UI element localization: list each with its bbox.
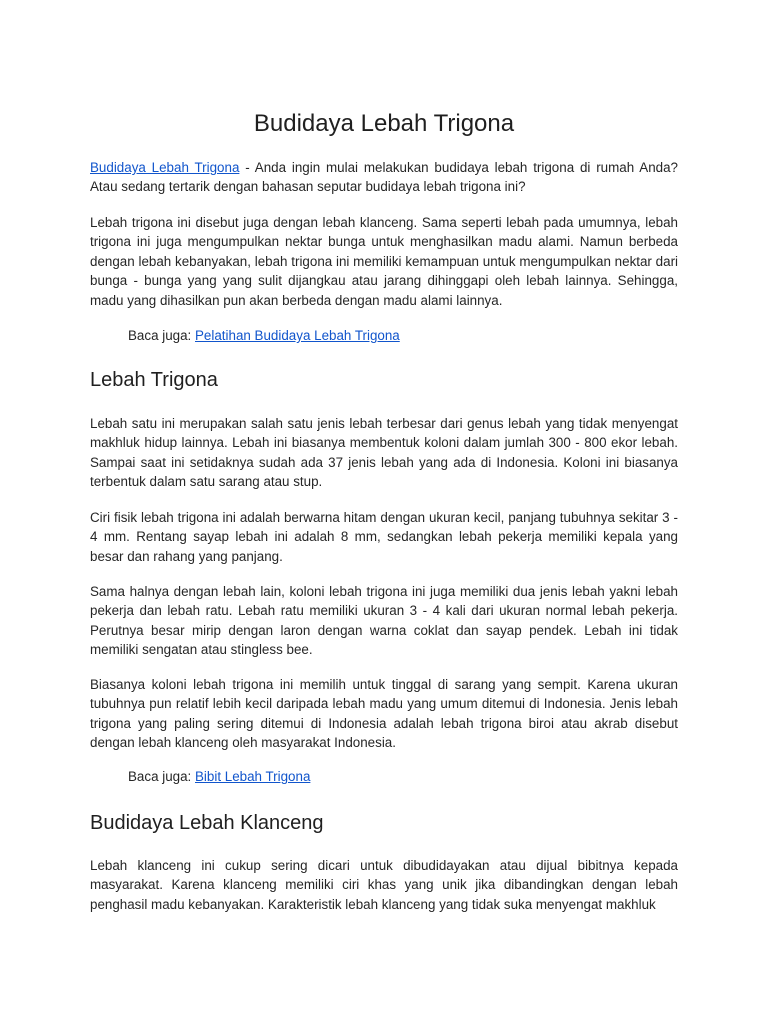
section1-paragraph-1: Lebah satu ini merupakan salah satu jenis lebah terbesar dari genus lebah yang tidak menyengat makhluk hidup lainnya. Lebah ini biasanya membentuk koloni dalam jumlah 300 - 800 ekor lebah. Sampai saat ini setidaknya sudah ada 37 jenis lebah yang ada di Indonesia. Koloni ini biasanya terbentuk dalam satu sarang atau stup. — [90, 416, 678, 490]
baca-juga-1 — [128, 326, 678, 345]
baca-juga-prefix: Baca juga: — [128, 328, 195, 343]
section-heading-budidaya-klanceng: Budidaya Lebah Klanceng — [90, 812, 324, 834]
intro-text: - Anda ingin mulai melakukan budidaya lebah trigona di rumah Anda? Atau sedang tertarik dengan bahasan seputar budidaya lebah trigona ini? — [90, 160, 678, 195]
baca-juga-link-pelatihan[interactable]: Pelatihan Budidaya Lebah Trigona — [195, 328, 400, 343]
section2-paragraph-1: Lebah klanceng ini cukup sering dicari untuk dibudidayakan atau dijual bibitnya kepada masyarakat. Karena klanceng memiliki ciri khas yang unik jika dibandingkan dengan lebah penghasil madu kebanyakan. Karakteristik lebah klanceng yang tidak suka menyengat makhluk — [90, 858, 678, 912]
intro-link[interactable]: Budidaya Lebah Trigona — [90, 160, 240, 175]
section-heading-lebah-trigona: Lebah Trigona — [90, 369, 218, 391]
baca-juga-prefix: Baca juga: — [128, 769, 195, 784]
section1-paragraph-3: Sama halnya dengan lebah lain, koloni lebah trigona ini juga memiliki dua jenis lebah yakni lebah pekerja dan lebah ratu. Lebah ratu memiliki ukuran 3 - 4 kali dari ukuran normal lebah pekerja. Perutnya besar mirip dengan laron dengan warna coklat dan sayap pendek. Lebah ini tidak memiliki sengatan atau stingless bee. — [90, 584, 678, 658]
document-title: Budidaya Lebah Trigona — [253, 110, 515, 137]
paragraph-1: Lebah trigona ini disebut juga dengan lebah klanceng. Sama seperti lebah pada umumnya, lebah trigona ini juga mengumpulkan nektar bunga untuk menghasilkan madu alami. Namun berbeda dengan lebah kebanyakan, lebah trigona ini memiliki kemampuan untuk mengumpulkan nektar dari bunga - bunga yang yang sulit dijangkau atau jarang dihinggapi oleh lebah lainnya. Sehingga, madu yang dihasilkan pun akan berbeda dengan madu alami lainnya. — [90, 215, 678, 308]
intro-paragraph — [90, 158, 678, 197]
section1-paragraph-2: Ciri fisik lebah trigona ini adalah berwarna hitam dengan ukuran kecil, panjang tubuhnya sekitar 3 - 4 mm. Rentang sayap lebah ini adalah 8 mm, sedangkan lebah pekerja memiliki kepala yang besar dan rahang yang panjang. — [90, 510, 678, 564]
baca-juga-link-bibit[interactable]: Bibit Lebah Trigona — [195, 769, 311, 784]
section1-paragraph-4: Biasanya koloni lebah trigona ini memilih untuk tinggal di sarang yang sempit. Karena ukuran tubuhnya pun relatif lebih kecil daripada lebah madu yang umum ditemui di Indonesia. Jenis lebah trigona yang paling sering ditemui di Indonesia adalah lebah trigona biroi atau akrab disebut dengan lebah klanceng oleh masyarakat Indonesia. — [90, 677, 678, 751]
baca-juga-2 — [128, 767, 678, 786]
